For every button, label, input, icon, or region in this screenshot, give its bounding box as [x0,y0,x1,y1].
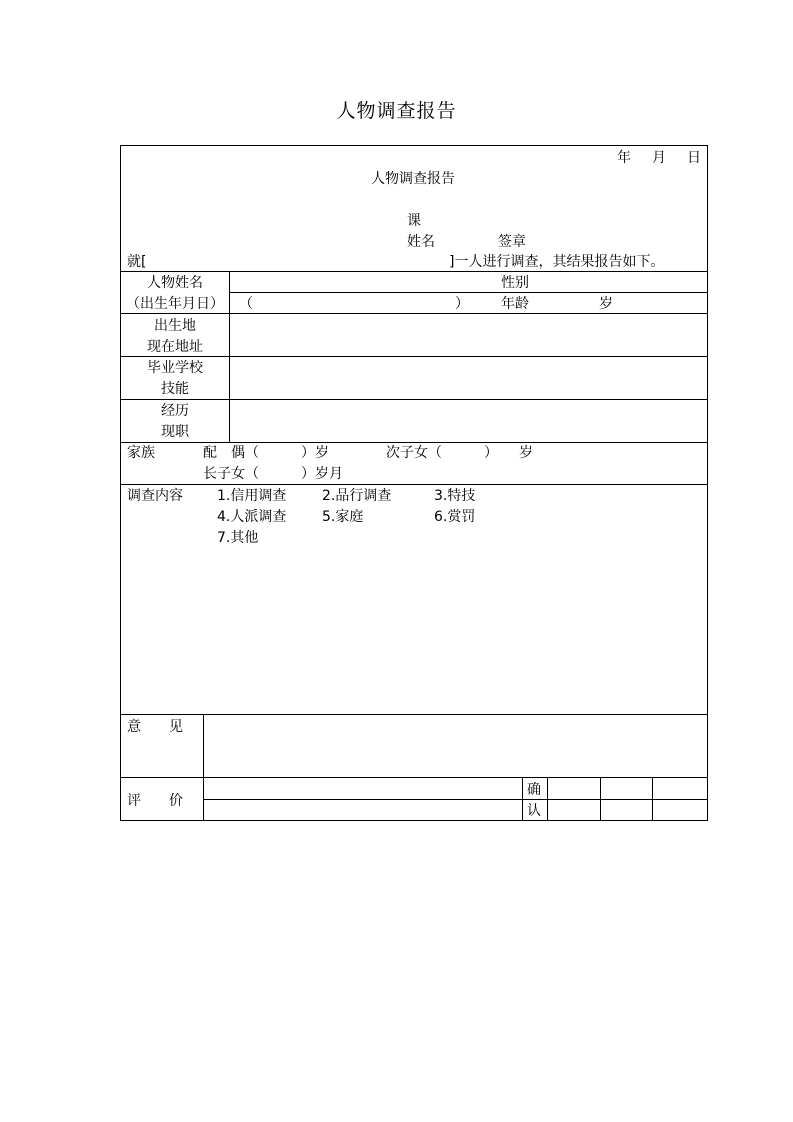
divider [121,484,707,485]
day-label: 日 [687,150,701,166]
divider [229,271,230,442]
intro-prefix: 就[ [127,254,147,270]
spouse-field: 配 偶（ ）岁 [203,445,329,461]
intro-suffix: ]一人进行调查，其结果报告如下。 [449,254,665,270]
divider [652,777,653,820]
career-label: 经历 [161,403,189,419]
investigation-item: 4.人派调查 [217,509,287,525]
divider [203,714,204,820]
investigator-name-label: 姓名 [407,234,435,250]
divider [522,777,523,820]
dob-label: （出生年月日） [126,296,224,312]
divider [121,271,707,272]
opinion-label: 意 见 [127,719,183,735]
school-label: 毕业学校 [147,360,203,376]
divider [600,777,601,820]
family-label: 家族 [127,445,155,461]
page-title: 人物调查报告 [336,100,457,122]
divider [547,777,548,820]
eldest-child-field: 长子女（ ）岁月 [203,466,343,482]
dob-paren-close: ） [455,296,469,312]
dept-label: 课 [407,213,421,229]
divider [121,777,707,778]
investigation-item: 1.信用调查 [217,488,287,504]
dob-paren-open: （ [239,296,253,312]
second-child-field: 次子女（ ） 岁 [386,445,533,461]
gender-label: 性别 [501,275,529,291]
investigation-item: 6.赏罚 [434,509,476,525]
divider [121,714,707,715]
evaluation-label: 评 价 [127,793,183,809]
investigation-label: 调查内容 [127,488,183,504]
form-title: 人物调查报告 [371,171,455,187]
month-label: 月 [652,150,666,166]
divider [229,292,707,293]
year-label: 年 [617,150,631,166]
investigation-item: 5.家庭 [322,509,364,525]
skills-label: 技能 [161,381,189,397]
investigation-item: 2.品行调查 [322,488,392,504]
seal-label: 签章 [498,234,526,250]
address-label: 现在地址 [147,339,203,355]
divider [203,799,707,800]
divider [121,399,707,400]
age-label: 年龄 [501,296,529,312]
age-unit: 岁 [599,296,613,312]
birthplace-label: 出生地 [154,318,196,334]
investigation-form [120,145,708,821]
confirm-label-1: 确 [527,782,541,798]
investigation-item: 3.特技 [434,488,476,504]
investigation-item: 7.其他 [217,530,259,546]
person-name-label: 人物姓名 [147,275,203,291]
current-job-label: 现职 [161,424,189,440]
confirm-label-2: 认 [527,803,541,819]
